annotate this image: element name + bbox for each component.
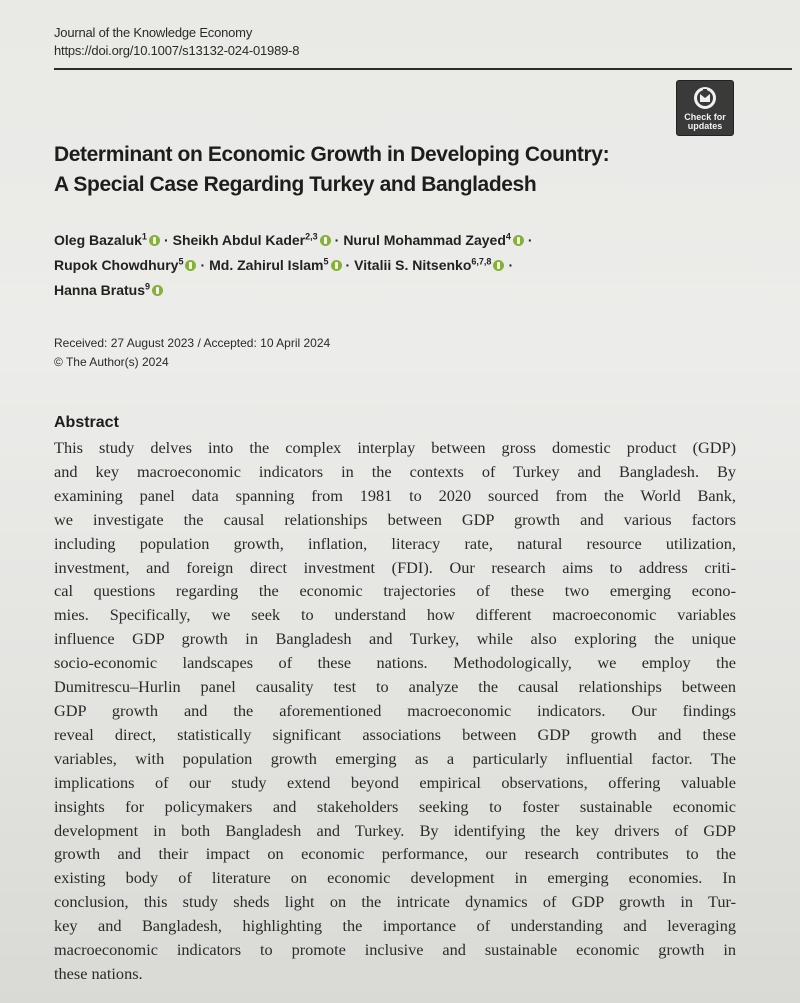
- journal-doi[interactable]: https://doi.org/10.1007/s13132-024-01989-8: [54, 43, 300, 58]
- publication-dates: [54, 334, 330, 372]
- abstract-line: and key macroeconomic indicators in the contexts of Turkey and Bangladesh. By: [54, 461, 736, 481]
- author-list: [54, 228, 754, 303]
- abstract-body: [54, 436, 736, 986]
- author[interactable]: Vitalii S. Nitsenko$^{6,7,8}$: [354, 257, 504, 273]
- abstract-line: socio-economic landscapes of these nations. Methodologically, we employ the: [54, 653, 736, 673]
- abstract-line: growth and their impact on economic performance, our research contributes to the: [54, 844, 736, 864]
- author[interactable]: Md. Zahirul Islam$^5$: [209, 257, 341, 273]
- journal-header: [54, 24, 299, 60]
- abstract-line: implications of our study extend beyond empirical observations, offering valuable: [54, 772, 736, 792]
- abstract-line: insights for policymakers and stakeholders seeking to foster sustainable economic: [54, 796, 736, 816]
- author[interactable]: Sheikh Abdul Kader$^{2,3}$: [173, 232, 331, 248]
- abstract-line: including population growth, inflation, literacy rate, natural resource utilization,: [54, 533, 736, 553]
- badge-label: Check for updates: [684, 112, 726, 131]
- abstract-line: variables, with population growth emerging as a particularly influential factor. The: [54, 748, 736, 768]
- author-line-3: [54, 278, 754, 303]
- abstract-line: development in both Bangladesh and Turkey. By identifying the key drivers of GDP: [54, 820, 736, 840]
- abstract-line: key and Bangladesh, highlighting the importance of understanding and leveraging: [54, 916, 736, 936]
- check-for-updates-badge[interactable]: [676, 80, 734, 136]
- abstract-line: investment, and foreign direct investment (FDI). Our research aims to address criti-: [54, 557, 736, 577]
- author-separator: ·: [163, 232, 169, 248]
- abstract-line: conclusion, this study sheds light on the intricate dynamics of GDP growth in Tur-: [54, 892, 736, 912]
- author-separator: ·: [508, 257, 514, 273]
- abstract-line: mies. Specifically, we seek to understand how different macroeconomic variables: [54, 605, 736, 625]
- title-line-2: A Special Case Regarding Turkey and Bangladesh: [54, 173, 537, 196]
- author-separator: ·: [200, 257, 206, 273]
- abstract-line: examining panel data spanning from 1981 to 2020 sourced from the World Bank,: [54, 485, 736, 505]
- title-line-1: Determinant on Economic Growth in Developing Country:: [54, 143, 610, 166]
- author[interactable]: Hanna Bratus$^9$: [54, 282, 163, 298]
- abstract-line: these nations.: [54, 963, 143, 983]
- abstract-line: GDP growth and the aforementioned macroeconomic indicators. Our findings: [54, 700, 736, 720]
- abstract-line: Dumitrescu–Hurlin panel causality test to analyze the causal relationships between: [54, 677, 736, 697]
- author-separator: ·: [334, 232, 340, 248]
- author-line-1: [54, 228, 754, 253]
- author-separator: ·: [345, 257, 351, 273]
- abstract-line: influence GDP growth in Bangladesh and Turkey, while also exploring the unique: [54, 629, 736, 649]
- abstract-line: we investigate the causal relationships between GDP growth and various factors: [54, 509, 736, 529]
- abstract-line: cal questions regarding the economic trajectories of these two emerging econo-: [54, 581, 736, 601]
- orcid-icon[interactable]: [320, 235, 331, 246]
- author[interactable]: Rupok Chowdhury$^5$: [54, 257, 196, 273]
- orcid-icon[interactable]: [513, 235, 524, 246]
- abstract-heading: Abstract: [54, 414, 119, 431]
- author-separator: ·: [527, 232, 533, 248]
- received-accepted: Received: 27 August 2023 / Accepted: 10 April 2024: [54, 336, 331, 350]
- copyright: © The Author(s) 2024: [54, 355, 169, 369]
- journal-name: Journal of the Knowledge Economy: [54, 25, 253, 40]
- abstract-line: reveal direct, statistically significant associations between GDP growth and these: [54, 724, 736, 744]
- orcid-icon[interactable]: [493, 260, 504, 271]
- paper-title: [54, 140, 694, 200]
- abstract-line: macroeconomic indicators to promote inclusive and sustainable economic growth in: [54, 940, 736, 960]
- orcid-icon[interactable]: [149, 235, 160, 246]
- check-for-updates-icon: [692, 85, 718, 111]
- abstract-line: This study delves into the complex interplay between gross domestic product (GDP): [54, 438, 736, 457]
- author[interactable]: Oleg Bazaluk$^1$: [54, 232, 160, 248]
- author-line-2: [54, 253, 754, 278]
- header-rule: [54, 68, 792, 70]
- orcid-icon[interactable]: [185, 260, 196, 271]
- orcid-icon[interactable]: [152, 285, 163, 296]
- abstract-line: existing body of literature on economic development in emerging economies. In: [54, 868, 736, 888]
- author[interactable]: Nurul Mohammad Zayed$^4$: [343, 232, 524, 248]
- orcid-icon[interactable]: [331, 260, 342, 271]
